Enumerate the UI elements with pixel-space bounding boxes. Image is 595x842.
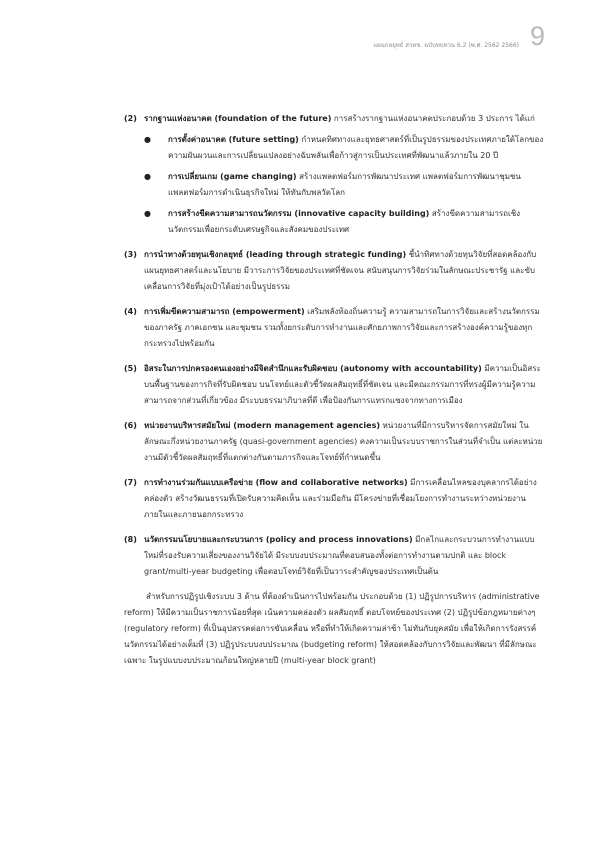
page-header	[0, 20, 595, 54]
list-item	[124, 475, 544, 523]
document-body	[124, 111, 544, 677]
item-body: มีการเคลื่อนไหลของบุคลากรได้อย่างคล่องตัว สร้างวัฒนธรรมที่เปิดรับความคิดเห็น และร่วมมือกัน มีโครงข่ายที่เชื่อมโยงการทำงานระหว่างหน่วยงานภายในและภายนอกกระทรวง	[144, 478, 537, 519]
item-number: (3)	[124, 250, 137, 259]
bullet-list	[144, 132, 544, 238]
item-body: เสริมพลังท้องถิ่นความรู้ ความสามารถในการวิจัยและสร้างนวัตกรรมของภาครัฐ ภาคเอกชน และชุมชน รวมทั้งยกระดับการทำงานและศักยภาพการวิจัยและการสร้างองค์ความรู้ของทุกกระทรวงไปพร้อมกัน	[144, 307, 540, 348]
item-title: นวัตกรรมนโยบายและกระบวนการ (policy and process innovations)	[144, 535, 413, 544]
list-item	[124, 304, 544, 352]
bullet-body: สร้างแพลตฟอร์มการพัฒนาประเทศ แพลตฟอร์มการพัฒนาชุมชน แพลตฟอร์มการดำเนินธุรกิจใหม่ ให้ทันกับพลวัตโลก	[168, 172, 521, 197]
running-title: แผนกลยุทธ์ สวทช. ฉบับทบทวน 6.2 (พ.ศ. 2562 2566)	[373, 42, 519, 49]
bullet-title: การเปลี่ยนเกม (game changing)	[168, 172, 297, 181]
bullet-body: กำหนดทิศทางและยุทธศาสตร์ที่เป็นรูปธรรมของประเทศภายใต้โลกของความผันผวนและการเปลี่ยนแปลงอย่างฉับพลันเพื่อก้าวสู่การเป็นประเทศที่พัฒนาแล้วภายใน 20 ปี	[168, 135, 544, 160]
item-body: มีกลไกและกระบวนการทำงานแบบใหม่ที่รองรับความเสี่ยงของงานวิจัยได้ มีระบบงบประมาณที่ตอบสนองทั้งต่อการทำงานตามปกติ และ block grant/multi-year budgeting เพื่อตอบโจทย์วิจัยที่เป็นวาระสำคัญของประเทศเป็นต้น	[144, 535, 535, 576]
list-item	[124, 247, 544, 295]
item-number: (5)	[124, 364, 137, 373]
item-title: หน่วยงานบริหารสมัยใหม่ (modern management agencies)	[144, 421, 380, 430]
page-number: 9	[529, 21, 545, 51]
list-item	[124, 418, 544, 466]
item-body: หน่วยงานที่มีการบริหารจัดการสมัยใหม่ ในลักษณะกึ่งหน่วยงานภาครัฐ (quasi-government agencies) คงความเป็นระบบราชการในส่วนที่จำเป็น แต่ละหน่วยงานมีตัวชี้วัดผลสัมฤทธิ์ที่แตกต่างกันตามภารกิจและโจทย์ที่กำหนดขึ้น	[144, 421, 543, 462]
item-title: การเพิ่มขีดความสามารถ (empowerment)	[144, 307, 305, 316]
bullet-icon: ●	[144, 172, 151, 181]
item-number: (7)	[124, 478, 137, 487]
bullet-body: สร้างขีดความสามารถเชิงนวัตกรรมเพื่อยกระดับเศรษฐกิจและสังคมของประเทศ	[168, 209, 521, 234]
summary-paragraph: สำหรับการปฏิรูปเชิงระบบ 3 ด้าน ที่ต้องดำเนินการไปพร้อมกัน ประกอบด้วย (1) ปฏิรูปการบริหาร (administrative reform) ให้มีความเป็นราชการน้อยที่สุด เน้นความคล่องตัว ผลสัมฤทธิ์ ตอบโจทย์ของประเทศ (2) ปฏิรูปข้อกฎหมายต่างๆ (regulatory reform) ที่เป็นอุปสรรคต่อการขับเคลื่อน หรือที่ทำให้เกิดความล่าช้า ไม่ทันกับยุคสมัย เพื่อให้เกิดการรังสรรค์นวัตกรรมได้อย่างเต็มที่ (3) ปฏิรูประบบงบประมาณ (budgeting reform) ให้สอดคล้องกับการวิจัยและพัฒนา ที่มีลักษณะเฉพาะ ในรูปแบบงบประมาณก้อนใหญ่หลายปี (multi-year block grant)	[124, 592, 540, 665]
bullet-item	[144, 132, 544, 164]
item-body: ชี้นำทิศทางด้วยทุนวิจัยที่สอดคล้องกับแผนยุทธศาสตร์และนโยบาย มีวาระการวิจัยของประเทศที่ชัดเจน สนับสนุนการวิจัยร่วมในลักษณะประชารัฐ และขับเคลื่อนการวิจัยที่มุ่งเป้าได้อย่างเป็นรูปธรรม	[144, 250, 537, 291]
bullet-item	[144, 206, 544, 238]
bullet-title: การตั้งค่าอนาคต (future setting)	[168, 135, 299, 144]
bullet-title: การสร้างขีดความสามารถนวัตกรรม (innovative capacity building)	[168, 209, 430, 218]
item-number: (6)	[124, 421, 137, 430]
item-number: (2)	[124, 114, 137, 123]
item-number: (4)	[124, 307, 137, 316]
list-item	[124, 361, 544, 409]
bullet-icon: ●	[144, 135, 151, 144]
bullet-icon: ●	[144, 209, 151, 218]
item-number: (8)	[124, 535, 137, 544]
item-title: รากฐานแห่งอนาคต (foundation of the future)	[144, 114, 332, 123]
list-item	[124, 532, 544, 580]
list-item	[124, 111, 544, 238]
item-title: อิสระในการปกครองตนเองอย่างมีจิตสำนึกและรับผิดชอบ (autonomy with accountability)	[144, 364, 482, 373]
item-body: การสร้างรากฐานแห่งอนาคตประกอบด้วย 3 ประการ ได้แก่	[331, 114, 535, 123]
bullet-item	[144, 169, 544, 201]
item-title: การทำงานร่วมกันแบบเครือข่าย (flow and collaborative networks)	[144, 478, 408, 487]
item-title: การนำทางด้วยทุนเชิงกลยุทธ์ (leading through strategic funding)	[144, 250, 407, 259]
item-body: มีความเป็นอิสระบนพื้นฐานของการกิจที่รับผิดชอบ บนโจทย์และตัวชี้วัดผลสัมฤทธิ์ที่ชัดเจน และมีคณะกรรมการที่ทรงผู้มีความรู้ความสามารถจากส่วนที่เกี่ยวข้อง มีระบบธรรมาภิบาลที่ดี เพื่อป้องกันการแทรกแซงจากทางการเมือง	[144, 364, 541, 405]
